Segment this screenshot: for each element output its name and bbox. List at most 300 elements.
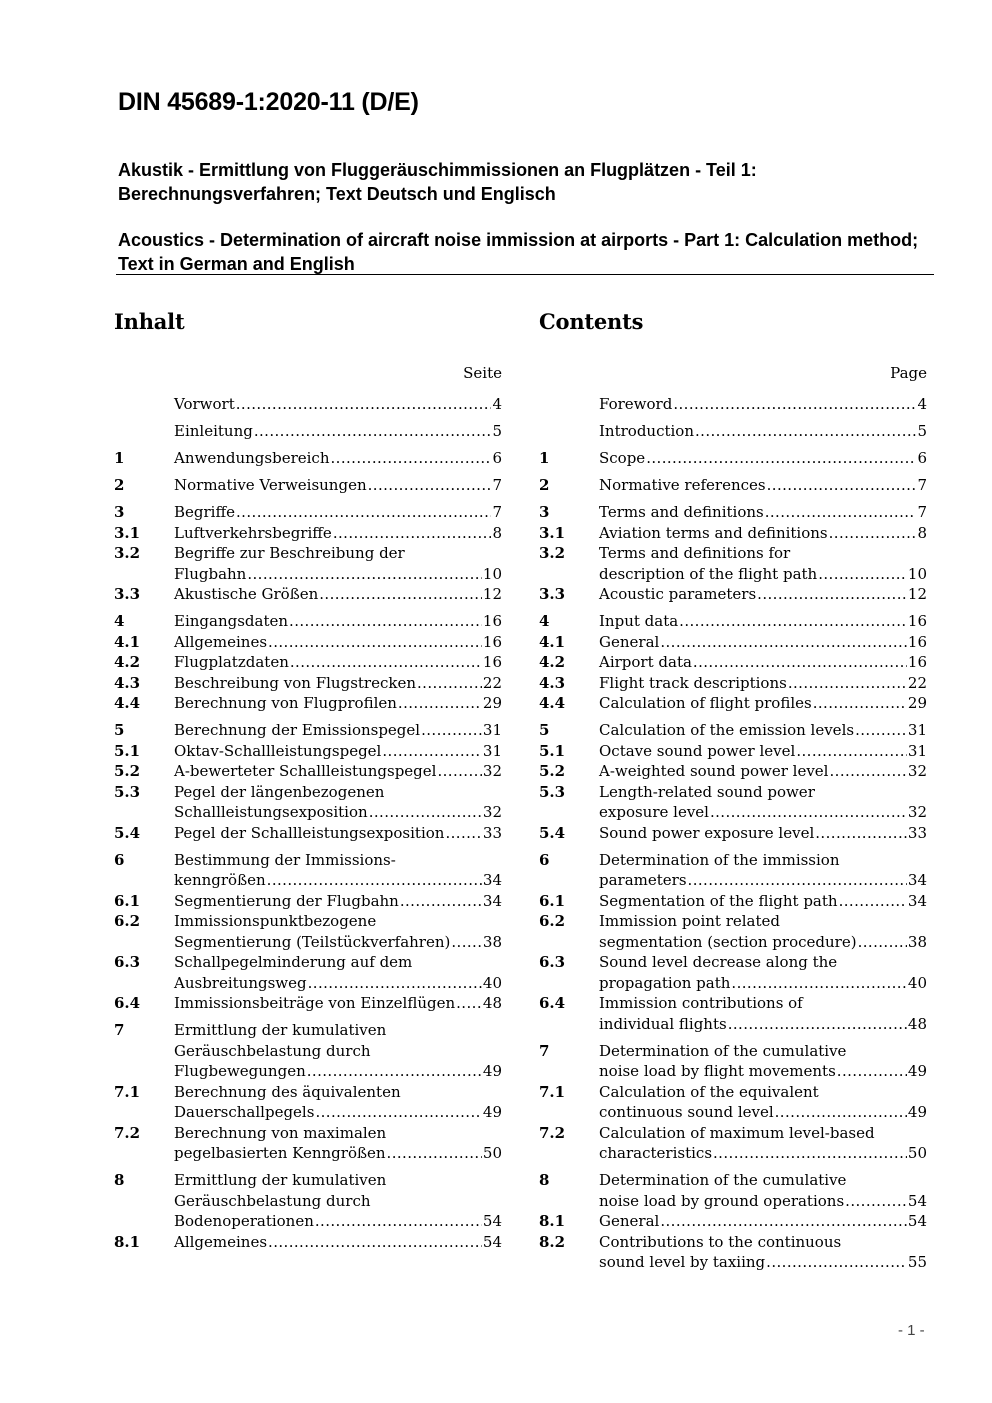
toc-entry-page: 38 bbox=[907, 932, 927, 951]
toc-entry-title-line: Immissionsbeiträge von Einzelflügen bbox=[174, 994, 456, 1012]
toc-entry-title-line: pegelbasierten Kenngrößen bbox=[174, 1144, 386, 1162]
toc-entry-number: 8 bbox=[539, 1171, 550, 1189]
toc-entry-page: 12 bbox=[907, 585, 927, 603]
toc-entry-title-line: Vorwort bbox=[174, 395, 235, 413]
toc-entry-title-line: Foreword bbox=[599, 395, 673, 413]
toc-entry-number: 5.4 bbox=[114, 823, 141, 842]
toc-dot-leader bbox=[829, 523, 917, 544]
toc-entry[interactable] bbox=[539, 448, 927, 469]
toc-entry[interactable] bbox=[114, 741, 502, 762]
toc-entry[interactable] bbox=[114, 448, 502, 469]
toc-entry[interactable] bbox=[114, 993, 502, 1014]
toc-entry-title-line: Octave sound power level bbox=[599, 741, 796, 760]
toc-entry-page: 16 bbox=[907, 632, 927, 651]
toc-entry[interactable] bbox=[114, 421, 502, 442]
toc-entry-title-line: Pegel der längenbezogenen bbox=[174, 782, 385, 801]
toc-entry-page: 8 bbox=[917, 523, 927, 542]
toc-entry-title-line: Segmentierung (Teilstückverfahren) bbox=[174, 932, 451, 951]
toc-entry-number: 7.1 bbox=[539, 1082, 566, 1101]
toc-entry-number: 8.1 bbox=[114, 1232, 141, 1251]
toc-entry[interactable] bbox=[539, 1170, 927, 1211]
toc-dot-leader bbox=[315, 1211, 482, 1232]
toc-entry-number: 7.2 bbox=[539, 1123, 566, 1142]
page-number: - 1 - bbox=[898, 1322, 925, 1339]
toc-dot-leader bbox=[788, 673, 907, 694]
toc-entry-title-line: Input data bbox=[599, 612, 679, 630]
toc-german-page-label: Seite bbox=[463, 364, 502, 382]
toc-dot-leader bbox=[254, 421, 492, 442]
toc-entry-title-line: Allgemeines bbox=[174, 1232, 268, 1251]
toc-dot-leader bbox=[693, 652, 907, 673]
toc-entry[interactable] bbox=[539, 502, 927, 523]
toc-entry[interactable] bbox=[539, 673, 927, 694]
toc-entry[interactable] bbox=[539, 1082, 927, 1123]
toc-dot-leader bbox=[765, 502, 917, 523]
toc-entry-title-line: Allgemeines bbox=[174, 632, 268, 651]
toc-entry[interactable] bbox=[539, 632, 927, 653]
toc-entry[interactable] bbox=[539, 543, 927, 584]
toc-entry-title-line: Akustische Größen bbox=[174, 585, 319, 603]
toc-dot-leader bbox=[417, 673, 482, 694]
toc-entry[interactable] bbox=[539, 850, 927, 891]
toc-entry-title-line: Immission point related bbox=[599, 912, 781, 930]
toc-entry[interactable] bbox=[114, 693, 502, 714]
toc-entry-number: 4.4 bbox=[539, 694, 566, 712]
toc-entry[interactable] bbox=[114, 673, 502, 694]
toc-entry-number: 3 bbox=[114, 503, 125, 521]
toc-dot-leader bbox=[695, 421, 916, 442]
document-title: DIN 45689-1:2020-11 (D/E) bbox=[118, 88, 419, 116]
toc-entry-page: 31 bbox=[907, 721, 927, 739]
toc-entry[interactable] bbox=[114, 394, 502, 415]
toc-entry-title-line: Berechnung der Emissionspegel bbox=[174, 721, 421, 739]
toc-entry-page: 10 bbox=[907, 564, 927, 583]
toc-dot-leader bbox=[400, 891, 482, 912]
toc-entry-title-line: Calculation of the equivalent bbox=[599, 1082, 819, 1101]
toc-entry[interactable] bbox=[114, 632, 502, 653]
toc-dot-leader bbox=[333, 523, 492, 544]
toc-entry-title-line: Calculation of maximum level-based bbox=[599, 1123, 875, 1142]
toc-entry[interactable] bbox=[114, 891, 502, 912]
toc-entry[interactable] bbox=[539, 394, 927, 415]
toc-entry-page: 48 bbox=[907, 1014, 927, 1033]
toc-entry-title-line: General bbox=[599, 632, 660, 651]
toc-entry-page: 48 bbox=[482, 994, 502, 1012]
toc-entry-title-line: Bestimmung der Immissions- bbox=[174, 850, 396, 869]
toc-entry-page: 50 bbox=[482, 1144, 502, 1162]
toc-entry-page: 12 bbox=[482, 585, 502, 603]
toc-entry-number: 7.1 bbox=[114, 1082, 141, 1101]
toc-entry-title-line: sound level by taxiing bbox=[599, 1253, 766, 1271]
toc-entry-number: 5.4 bbox=[539, 823, 566, 842]
toc-entry-title-line: Calculation of the emission levels bbox=[599, 721, 855, 739]
toc-entry-title-line: Eingangsdaten bbox=[174, 612, 289, 630]
toc-entry[interactable] bbox=[114, 1123, 502, 1164]
toc-dot-leader bbox=[688, 870, 907, 891]
toc-entry-page: 54 bbox=[482, 1212, 502, 1230]
toc-entry-title-line: Calculation of flight profiles bbox=[599, 694, 812, 712]
toc-entry[interactable] bbox=[539, 1041, 927, 1082]
toc-entry-title-line: Ermittlung der kumulativen bbox=[174, 1021, 387, 1039]
toc-entry[interactable] bbox=[114, 761, 502, 782]
toc-dot-leader bbox=[713, 1143, 907, 1164]
toc-entry-title-line: Beschreibung von Flugstrecken bbox=[174, 673, 416, 692]
toc-entry[interactable] bbox=[114, 1232, 502, 1253]
toc-entry-title-line: Flugbahn bbox=[174, 564, 247, 583]
toc-entry[interactable] bbox=[114, 782, 502, 823]
toc-entry-number: 6.4 bbox=[539, 994, 566, 1012]
toc-entry-number: 4 bbox=[114, 612, 125, 630]
toc-entry-number: 7.2 bbox=[114, 1123, 141, 1142]
toc-entry-page: 49 bbox=[907, 1062, 927, 1080]
toc-entry-title-line: Immission contributions of bbox=[599, 994, 803, 1012]
toc-entry-page: 16 bbox=[907, 653, 927, 671]
toc-dot-leader bbox=[839, 891, 907, 912]
toc-entry-number: 3.1 bbox=[539, 523, 566, 542]
toc-entry[interactable] bbox=[114, 523, 502, 544]
toc-entry-number: 6.1 bbox=[539, 891, 566, 910]
toc-entry[interactable] bbox=[114, 911, 502, 952]
toc-dot-leader bbox=[818, 564, 907, 585]
toc-entry-page: 5 bbox=[492, 422, 502, 440]
toc-entry-page: 16 bbox=[482, 653, 502, 671]
toc-entry-title-line: Flugbewegungen bbox=[174, 1062, 306, 1080]
toc-entry[interactable] bbox=[539, 741, 927, 762]
toc-entry-page: 38 bbox=[482, 932, 502, 951]
toc-dot-leader bbox=[796, 741, 907, 762]
toc-entry[interactable] bbox=[114, 502, 502, 523]
toc-dot-leader bbox=[456, 993, 482, 1014]
title-english: Acoustics - Determination of aircraft noise immission at airports - Part 1: Calculation method; Text in German and English bbox=[118, 230, 919, 274]
toc-entry-title-line: Einleitung bbox=[174, 422, 253, 440]
toc-entry-title-line: noise load by ground operations bbox=[599, 1191, 845, 1210]
toc-entry-title-line: description of the flight path bbox=[599, 564, 818, 583]
toc-entry-page: 16 bbox=[482, 612, 502, 630]
toc-entry[interactable] bbox=[114, 1082, 502, 1123]
toc-entry-page: 4 bbox=[917, 395, 927, 413]
toc-entry[interactable] bbox=[539, 584, 927, 605]
toc-entry-title-line: Immissionspunktbezogene bbox=[174, 912, 377, 930]
toc-dot-leader bbox=[267, 870, 482, 891]
toc-entry-number: 6.2 bbox=[114, 912, 141, 930]
toc-entry[interactable] bbox=[539, 823, 927, 844]
toc-entry-title-line: General bbox=[599, 1212, 660, 1230]
toc-entry-page: 7 bbox=[492, 476, 502, 494]
toc-entry-page: 40 bbox=[907, 973, 927, 992]
toc-entry-page: 49 bbox=[482, 1103, 502, 1121]
toc-entry-title-line: Contributions to the continuous bbox=[599, 1232, 842, 1251]
toc-entry[interactable] bbox=[539, 891, 927, 912]
toc-entry-number: 3.2 bbox=[539, 544, 566, 562]
toc-entry-number: 4.1 bbox=[114, 632, 141, 651]
toc-dot-leader bbox=[445, 823, 481, 844]
toc-entry-page: 32 bbox=[482, 762, 502, 780]
toc-dot-leader bbox=[369, 802, 482, 823]
toc-entry-page: 31 bbox=[482, 741, 502, 760]
toc-entry-title-line: Acoustic parameters bbox=[599, 585, 757, 603]
toc-entry-title-line: A-bewerteter Schallleistungspegel bbox=[174, 762, 437, 780]
toc-entry-page: 34 bbox=[907, 871, 927, 889]
toc-entry-title-line: Sound level decrease along the bbox=[599, 953, 838, 971]
toc-dot-leader bbox=[398, 693, 482, 714]
toc-entry-title-line: parameters bbox=[599, 871, 687, 889]
toc-entry-page: 8 bbox=[492, 523, 502, 542]
toc-dot-leader bbox=[710, 802, 907, 823]
toc-entry-page: 49 bbox=[482, 1062, 502, 1080]
toc-entry-title-line: noise load by flight movements bbox=[599, 1062, 836, 1080]
toc-dot-leader bbox=[315, 1102, 481, 1123]
toc-dot-leader bbox=[330, 448, 491, 469]
toc-dot-leader bbox=[660, 632, 907, 653]
title-divider bbox=[116, 274, 934, 275]
toc-entry-number: 5.3 bbox=[539, 782, 566, 801]
toc-entry-page: 33 bbox=[907, 823, 927, 842]
toc-entry-page: 7 bbox=[917, 476, 927, 494]
toc-entry-page: 54 bbox=[907, 1212, 927, 1230]
toc-entry-number: 6 bbox=[114, 850, 125, 869]
toc-entry-title-line: Berechnung von maximalen bbox=[174, 1123, 387, 1142]
toc-dot-leader bbox=[437, 761, 481, 782]
toc-dot-leader bbox=[731, 973, 906, 994]
toc-entry-page: 40 bbox=[482, 973, 502, 992]
toc-dot-leader bbox=[451, 932, 482, 953]
toc-entry-page: 7 bbox=[917, 503, 927, 521]
toc-entry-number: 8.2 bbox=[539, 1232, 566, 1251]
toc-entry-page: 31 bbox=[482, 721, 502, 739]
toc-entry[interactable] bbox=[539, 761, 927, 782]
toc-entry-title-line: Berechnung des äquivalenten bbox=[174, 1082, 401, 1101]
toc-entry[interactable] bbox=[114, 611, 502, 632]
toc-entry-number: 4 bbox=[539, 612, 550, 630]
toc-entry[interactable] bbox=[114, 720, 502, 741]
toc-entry-page: 55 bbox=[907, 1253, 927, 1271]
toc-entry-title-line: characteristics bbox=[599, 1144, 713, 1162]
toc-entry-page: 34 bbox=[482, 891, 502, 910]
toc-entry-number: 6.3 bbox=[114, 953, 141, 971]
toc-entry-number: 3.1 bbox=[114, 523, 141, 542]
toc-entry-page: 6 bbox=[917, 449, 927, 467]
toc-entry-title-line: Normative Verweisungen bbox=[174, 476, 367, 494]
toc-entry-title-line: Geräuschbelastung durch bbox=[174, 1041, 371, 1060]
toc-entry-number: 3 bbox=[539, 503, 550, 521]
toc-entry-title-line: Anwendungsbereich bbox=[174, 449, 330, 467]
toc-dot-leader bbox=[319, 584, 482, 605]
toc-entry-page: 49 bbox=[907, 1103, 927, 1121]
toc-entry[interactable] bbox=[114, 584, 502, 605]
toc-entry-page: 33 bbox=[482, 823, 502, 842]
toc-entry-title-line: Flugplatzdaten bbox=[174, 653, 289, 671]
toc-entry-number: 6.1 bbox=[114, 891, 141, 910]
toc-entry-page: 16 bbox=[907, 612, 927, 630]
toc-dot-leader bbox=[387, 1143, 482, 1164]
toc-entry[interactable] bbox=[114, 1020, 502, 1082]
toc-entry-number: 7 bbox=[539, 1041, 550, 1060]
toc-dot-leader bbox=[368, 475, 492, 496]
toc-entry[interactable] bbox=[539, 1232, 927, 1273]
toc-entry-title-line: Pegel der Schallleistungsexposition bbox=[174, 823, 445, 842]
toc-entry[interactable] bbox=[539, 720, 927, 741]
toc-entry-title-line: Schallleistungsexposition bbox=[174, 803, 368, 821]
toc-entry[interactable] bbox=[114, 952, 502, 993]
toc-entry[interactable] bbox=[539, 782, 927, 823]
toc-entry-title-line: Normative references bbox=[599, 476, 766, 494]
toc-entry-number: 3.3 bbox=[539, 585, 566, 603]
toc-entry-number: 6.3 bbox=[539, 953, 566, 971]
toc-dot-leader bbox=[767, 475, 917, 496]
toc-entry-number: 6 bbox=[539, 850, 550, 869]
toc-entry-number: 8.1 bbox=[539, 1212, 566, 1230]
toc-entry-title-line: Determination of the cumulative bbox=[599, 1041, 847, 1060]
toc-entry-page: 32 bbox=[907, 803, 927, 821]
toc-entry-title-line: Scope bbox=[599, 449, 646, 467]
toc-entry-title-line: Determination of the immission bbox=[599, 850, 840, 869]
toc-entry-title-line: continuous sound level bbox=[599, 1103, 774, 1121]
toc-entry-number: 5.2 bbox=[539, 762, 566, 780]
toc-entry-number: 6.2 bbox=[539, 912, 566, 930]
toc-entry-title-line: Aviation terms and definitions bbox=[599, 523, 828, 542]
toc-dot-leader bbox=[829, 761, 906, 782]
toc-entry[interactable] bbox=[114, 823, 502, 844]
toc-entry-number: 4.2 bbox=[114, 653, 141, 671]
toc-entry-title-line: segmentation (section procedure) bbox=[599, 932, 857, 951]
toc-entry-page: 4 bbox=[492, 395, 502, 413]
toc-entry-title-line: Oktav-Schallleistungspegel bbox=[174, 741, 382, 760]
toc-entry-title-line: A-weighted sound power level bbox=[599, 762, 829, 780]
toc-entry-page: 6 bbox=[492, 449, 502, 467]
toc-entry[interactable] bbox=[114, 543, 502, 584]
toc-entry-title-line: Ausbreitungsweg bbox=[174, 973, 307, 992]
toc-dot-leader bbox=[236, 502, 491, 523]
toc-entry[interactable] bbox=[539, 523, 927, 544]
toc-entry[interactable] bbox=[539, 693, 927, 714]
toc-entry-title-line: Introduction bbox=[599, 422, 694, 440]
toc-entry[interactable] bbox=[539, 652, 927, 673]
toc-entry-title-line: Ermittlung der kumulativen bbox=[174, 1171, 387, 1189]
toc-dot-leader bbox=[757, 584, 907, 605]
toc-dot-leader bbox=[813, 693, 907, 714]
toc-entry-number: 7 bbox=[114, 1021, 125, 1039]
toc-dot-leader bbox=[775, 1102, 907, 1123]
toc-entry[interactable] bbox=[539, 421, 927, 442]
toc-entry-page: 34 bbox=[482, 871, 502, 889]
toc-dot-leader bbox=[290, 652, 482, 673]
toc-dot-leader bbox=[858, 932, 907, 953]
toc-entry-page: 22 bbox=[482, 673, 502, 692]
toc-entry-page: 29 bbox=[907, 694, 927, 712]
toc-entry-title-line: Berechnung von Flugprofilen bbox=[174, 694, 397, 712]
toc-entry-title-line: Length-related sound power bbox=[599, 782, 815, 801]
toc-dot-leader bbox=[660, 1211, 907, 1232]
toc-entry[interactable] bbox=[114, 475, 502, 496]
toc-entry-title-line: Luftverkehrsbegriffe bbox=[174, 523, 332, 542]
toc-entry-number: 2 bbox=[114, 476, 125, 494]
toc-entry-page: 34 bbox=[907, 891, 927, 910]
toc-dot-leader bbox=[268, 1232, 482, 1253]
toc-entry-page: 31 bbox=[907, 741, 927, 760]
toc-dot-leader bbox=[236, 394, 492, 415]
toc-entry-title-line: Bodenoperationen bbox=[174, 1212, 314, 1230]
toc-dot-leader bbox=[815, 823, 907, 844]
toc-german-heading: Inhalt bbox=[114, 309, 185, 334]
toc-entry-title-line: Segmentation of the flight path bbox=[599, 891, 838, 910]
toc-english-column bbox=[539, 308, 927, 1273]
toc-entry-number: 5 bbox=[539, 721, 550, 739]
toc-entry[interactable] bbox=[114, 652, 502, 673]
title-german: Akustik - Ermittlung von Fluggeräuschimmissionen an Flugplätzen - Teil 1: Berechnungsverfahren; Text Deutsch und Englisch bbox=[118, 160, 757, 204]
toc-entry-title-line: Terms and definitions for bbox=[599, 544, 791, 562]
toc-entry-title-line: Schallpegelminderung auf dem bbox=[174, 953, 413, 971]
toc-entry-number: 1 bbox=[114, 449, 125, 467]
toc-entry[interactable] bbox=[539, 993, 927, 1034]
toc-entry-page: 32 bbox=[907, 762, 927, 780]
toc-entry-page: 5 bbox=[917, 422, 927, 440]
toc-entry-title-line: individual flights bbox=[599, 1014, 727, 1033]
toc-entry-number: 4.2 bbox=[539, 653, 566, 671]
toc-entry-title-line: Airport data bbox=[599, 653, 692, 671]
toc-dot-leader bbox=[728, 1014, 907, 1035]
toc-entry-number: 1 bbox=[539, 449, 550, 467]
toc-dot-leader bbox=[382, 741, 482, 762]
toc-entry-page: 29 bbox=[482, 694, 502, 712]
toc-entry[interactable] bbox=[114, 1170, 502, 1232]
toc-entry-page: 16 bbox=[482, 632, 502, 651]
toc-english-page-label: Page bbox=[890, 364, 927, 382]
toc-entry-number: 4.3 bbox=[114, 673, 141, 692]
toc-entry-number: 6.4 bbox=[114, 994, 141, 1012]
toc-dot-leader bbox=[855, 720, 907, 741]
toc-entry-number: 4.4 bbox=[114, 694, 141, 712]
toc-entry[interactable] bbox=[539, 1123, 927, 1164]
toc-entry-title-line: exposure level bbox=[599, 803, 709, 821]
toc-english-heading: Contents bbox=[539, 309, 644, 334]
toc-dot-leader bbox=[308, 973, 482, 994]
toc-entry-title-line: propagation path bbox=[599, 973, 731, 992]
toc-dot-leader bbox=[268, 632, 482, 653]
toc-entry-title-line: Flight track descriptions bbox=[599, 673, 787, 692]
toc-dot-leader bbox=[289, 611, 482, 632]
toc-entry-number: 5.1 bbox=[539, 741, 566, 760]
toc-entry-number: 5 bbox=[114, 721, 125, 739]
toc-entry-number: 4.1 bbox=[539, 632, 566, 651]
toc-entry-number: 3.2 bbox=[114, 544, 141, 562]
toc-english-list bbox=[539, 394, 927, 1273]
toc-entry-title-line: Terms and definitions bbox=[599, 503, 764, 521]
toc-entry-page: 32 bbox=[482, 803, 502, 821]
toc-entry[interactable] bbox=[114, 850, 502, 891]
toc-entry-title-line: kenngrößen bbox=[174, 871, 266, 889]
toc-dot-leader bbox=[307, 1061, 482, 1082]
toc-dot-leader bbox=[421, 720, 482, 741]
toc-german-column bbox=[114, 308, 502, 1252]
toc-dot-leader bbox=[247, 564, 482, 585]
toc-entry-number: 8 bbox=[114, 1171, 125, 1189]
toc-entry[interactable] bbox=[539, 475, 927, 496]
toc-entry-title-line: Dauerschallpegels bbox=[174, 1103, 315, 1121]
toc-entry[interactable] bbox=[539, 952, 927, 993]
toc-dot-leader bbox=[673, 394, 916, 415]
toc-entry-number: 3.3 bbox=[114, 585, 141, 603]
toc-entry[interactable] bbox=[539, 611, 927, 632]
toc-entry-page: 22 bbox=[907, 673, 927, 692]
toc-entry[interactable] bbox=[539, 1211, 927, 1232]
toc-dot-leader bbox=[679, 611, 907, 632]
toc-entry-title-line: Segmentierung der Flugbahn bbox=[174, 891, 399, 910]
toc-entry-number: 2 bbox=[539, 476, 550, 494]
toc-entry-number: 5.3 bbox=[114, 782, 141, 801]
toc-german-list bbox=[114, 394, 502, 1252]
toc-entry[interactable] bbox=[539, 911, 927, 952]
toc-entry-page: 50 bbox=[907, 1144, 927, 1162]
